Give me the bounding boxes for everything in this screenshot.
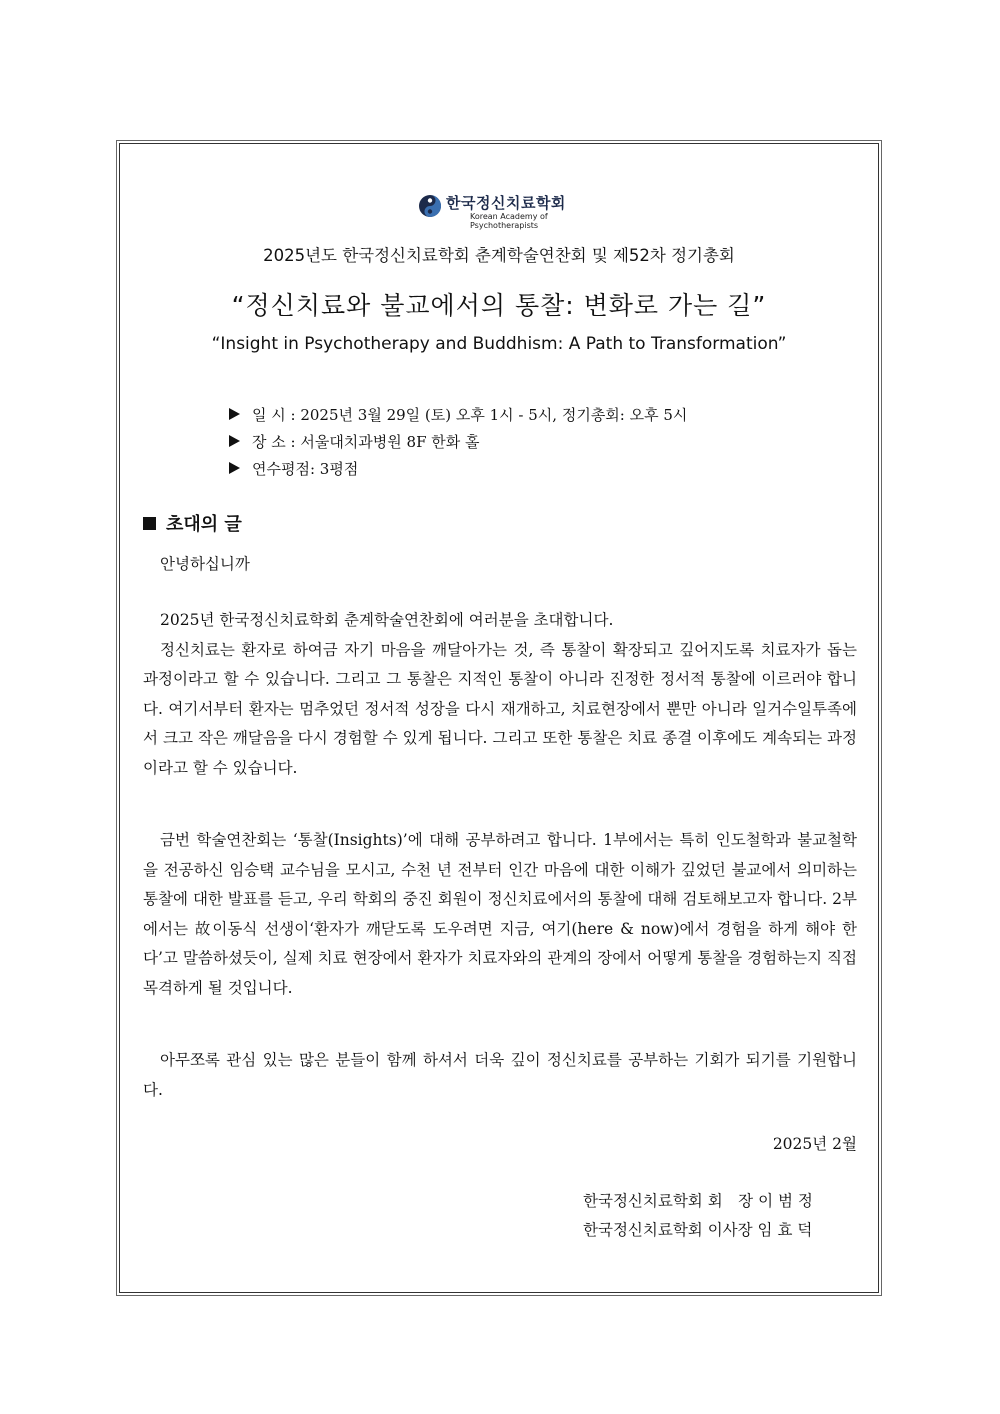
- info-venue: 장 소 : 서울대치과병원 8F 한화 홀: [229, 429, 687, 456]
- triangle-bullet-icon: [229, 435, 240, 447]
- paragraph: 금번 학술연찬회는 ‘통찰(Insights)’에 대해 공부하려고 합니다. 1부에서는 특히 인도철학과 불교철학을 전공하신 임승택 교수님을 모시고, 수천 년 전부터 인간 마음에 대한 이해가 깊었던 불교에서 의미하는 통찰에 대한 발표를 듣고, 우리 학회의 중진 회원이 정신치료에서의 통찰에 대해 검토해보고자 합니다. 2부에서는 故이동식 선생이‘환자가 깨닫도록 도우려면 지금, 여기(here & now)에서 경험을 하게 해야 한다’고 말씀하셨듯이, 실제 치료 현장에서 환자가 치료자와의 관계의 장에서 어떻게 통찰을 경험하는지 직접 목격하게 될 것입니다.: [143, 831, 857, 997]
- triangle-bullet-icon: [229, 462, 240, 474]
- signature-chairman: 한국정신치료학회 이사장 임 효 덕: [583, 1221, 813, 1239]
- triangle-bullet-icon: [229, 408, 240, 420]
- greeting: 안녕하십니까: [160, 555, 250, 573]
- event-title: 2025년도 한국정신치료학회 춘계학술연찬회 및 제52차 정기총회: [263, 246, 735, 265]
- logo-emblem-icon: [418, 194, 442, 218]
- paragraph-closing: 아무쪼록 관심 있는 많은 분들이 함께 하셔서 더욱 깊이 정신치료를 공부하는 기회가 되기를 기원합니다.: [143, 1051, 857, 1099]
- english-subtitle: “Insight in Psychotherapy and Buddhism: A Path to Transformation”: [211, 334, 787, 354]
- info-date: 일 시 : 2025년 3월 29일 (토) 오후 1시 - 5시, 정기총회: 오후 5시: [229, 402, 687, 429]
- main-title: “정신치료와 불교에서의 통찰: 변화로 가는 길”: [231, 291, 767, 320]
- signature-block: [583, 1187, 813, 1245]
- section-heading: 초대의 글: [143, 510, 242, 536]
- logo-subtitle: [470, 212, 548, 230]
- paragraph-line: 2025년 한국정신치료학회 춘계학술연찬회에 여러분을 초대합니다.: [160, 611, 614, 629]
- society-logo: [418, 190, 588, 234]
- logo-name: 한국정신치료학회: [446, 194, 566, 212]
- logo-subtitle-line1: Korean Academy of: [470, 212, 548, 221]
- signature-president: 한국정신치료학회 회 장 이 범 정: [583, 1192, 813, 1210]
- paragraph-intro: [143, 606, 857, 783]
- letter-date: 2025년 2월: [772, 1135, 857, 1153]
- info-credits: 연수평점: 3평점: [229, 456, 687, 483]
- paragraph: 정신치료는 환자로 하여금 자기 마음을 깨달아가는 것, 즉 통찰이 확장되고 깊어지도록 치료자가 돕는 과정이라고 할 수 있습니다. 그리고 그 통찰은 지적인 통찰이 아니라 진정한 정서적 통찰에 이르러야 합니다. 여기서부터 환자는 멈추었던 정서적 성장을 다시 재개하고, 치료현장에서 뿐만 아니라 일거수일투족에서 크고 작은 깨달음을 다시 경험할 수 있게 됩니다. 그리고 또한 통찰은 치료 종결 이후에도 계속되는 과정이라고 할 수 있습니다.: [143, 640, 857, 777]
- logo-subtitle-line2: Psychotherapists: [470, 221, 539, 230]
- event-info-list: [229, 402, 687, 483]
- square-bullet-icon: [143, 517, 156, 530]
